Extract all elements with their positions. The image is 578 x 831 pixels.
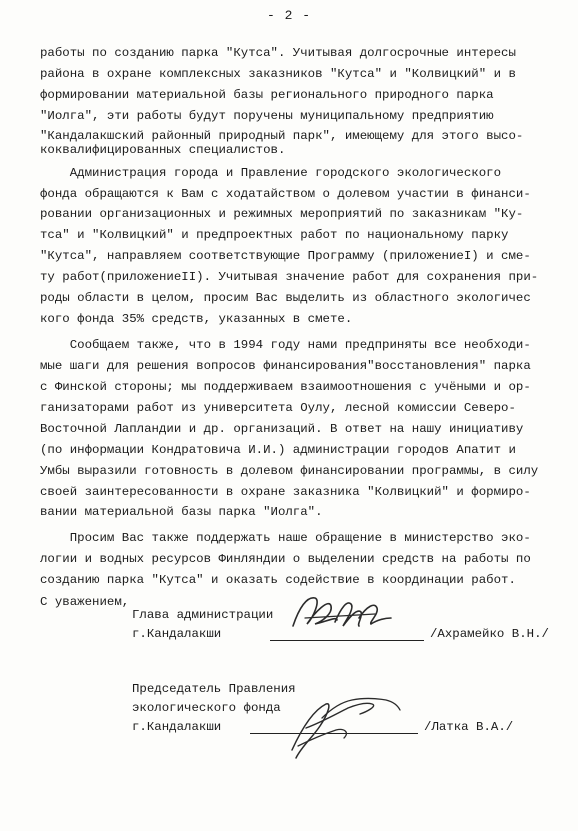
- signatory-name: /Латка В.А./: [424, 720, 514, 734]
- body-line: вании материальной базы парка "Иолга".: [40, 505, 323, 519]
- closing-phrase: С уважением,: [40, 595, 130, 609]
- signatory-city: г.Кандалакши: [132, 720, 222, 734]
- body-line: логии и водных ресурсов Финляндии о выделении средств на работы по: [40, 552, 531, 566]
- signatory-title: Глава администрации: [132, 608, 274, 622]
- body-line: своей заинтересованности в охране заказника "Колвицкий" и формиро-: [40, 485, 531, 499]
- signatory-org: экологического фонда: [132, 701, 281, 715]
- page-number: - 2 -: [266, 8, 311, 23]
- body-line: Восточной Лапландии и др. организаций. В ответ на нашу инициативу: [40, 422, 524, 436]
- body-line: кого фонда 35% средств, указанных в смете.: [40, 312, 353, 326]
- body-line: созданию парка "Кутса" и оказать содействие в координации работ.: [40, 573, 516, 587]
- body-line: работы по созданию парка "Кутса". Учитывая долгосрочные интересы: [40, 46, 516, 60]
- body-line: ровании организационных и режимных мероприятий по заказникам "Ку-: [40, 207, 524, 221]
- body-line: мые шаги для решения вопросов финансирования"восстановления" парка: [40, 359, 531, 373]
- body-line: фонда обращаются к Вам с ходатайством о долевом участии в финанси-: [40, 187, 531, 201]
- body-line: Просим Вас также поддержать наше обращение в министерство эко-: [40, 531, 531, 545]
- body-line: с Финской стороны; мы поддерживаем взаимоотношения с учёными и ор-: [40, 380, 531, 394]
- body-line: ту работ(приложениеII). Учитывая значение работ для сохранения при-: [40, 270, 539, 284]
- signatory-title: Председатель Правления: [132, 682, 296, 696]
- body-line: формировании материальной базы регионального природного парка: [40, 88, 494, 102]
- body-line: Администрация города и Правление городского экологического: [40, 166, 502, 180]
- handwritten-signature-1: [285, 588, 405, 640]
- body-line: коквалифицированных специалистов.: [40, 143, 286, 157]
- body-line: "Кандалакшский районный природный парк", имеющему для этого высо-: [40, 129, 524, 143]
- body-line: тса" и "Колвицкий" и предпроектных работ по национальному парку: [40, 228, 509, 242]
- handwritten-signature-2: [262, 688, 412, 768]
- signatory-city: г.Кандалакши: [132, 627, 222, 641]
- body-line: ганизаторами работ из университета Оулу, лесной комиссии Северо-: [40, 401, 516, 415]
- body-line: "Иолга", эти работы будут поручены муниципальному предприятию: [40, 109, 494, 123]
- signature-line: [270, 640, 424, 641]
- body-line: роды области в целом, просим Вас выделить из областного экологичес: [40, 291, 531, 305]
- body-line: Умбы выразили готовность в долевом финансировании программы, в силу: [40, 464, 539, 478]
- body-line: "Кутса", направляем соответствующие Программу (приложениеI) и сме-: [40, 249, 531, 263]
- body-line: (по информации Кондратовича И.И.) администрации городов Апатит и: [40, 443, 516, 457]
- body-line: Сообщаем также, что в 1994 году нами предприняты все необходи-: [40, 338, 531, 352]
- signatory-name: /Ахрамейко В.Н./: [430, 627, 549, 641]
- body-line: района в охране комплексных заказников "Кутса" и "Колвицкий" и в: [40, 67, 516, 81]
